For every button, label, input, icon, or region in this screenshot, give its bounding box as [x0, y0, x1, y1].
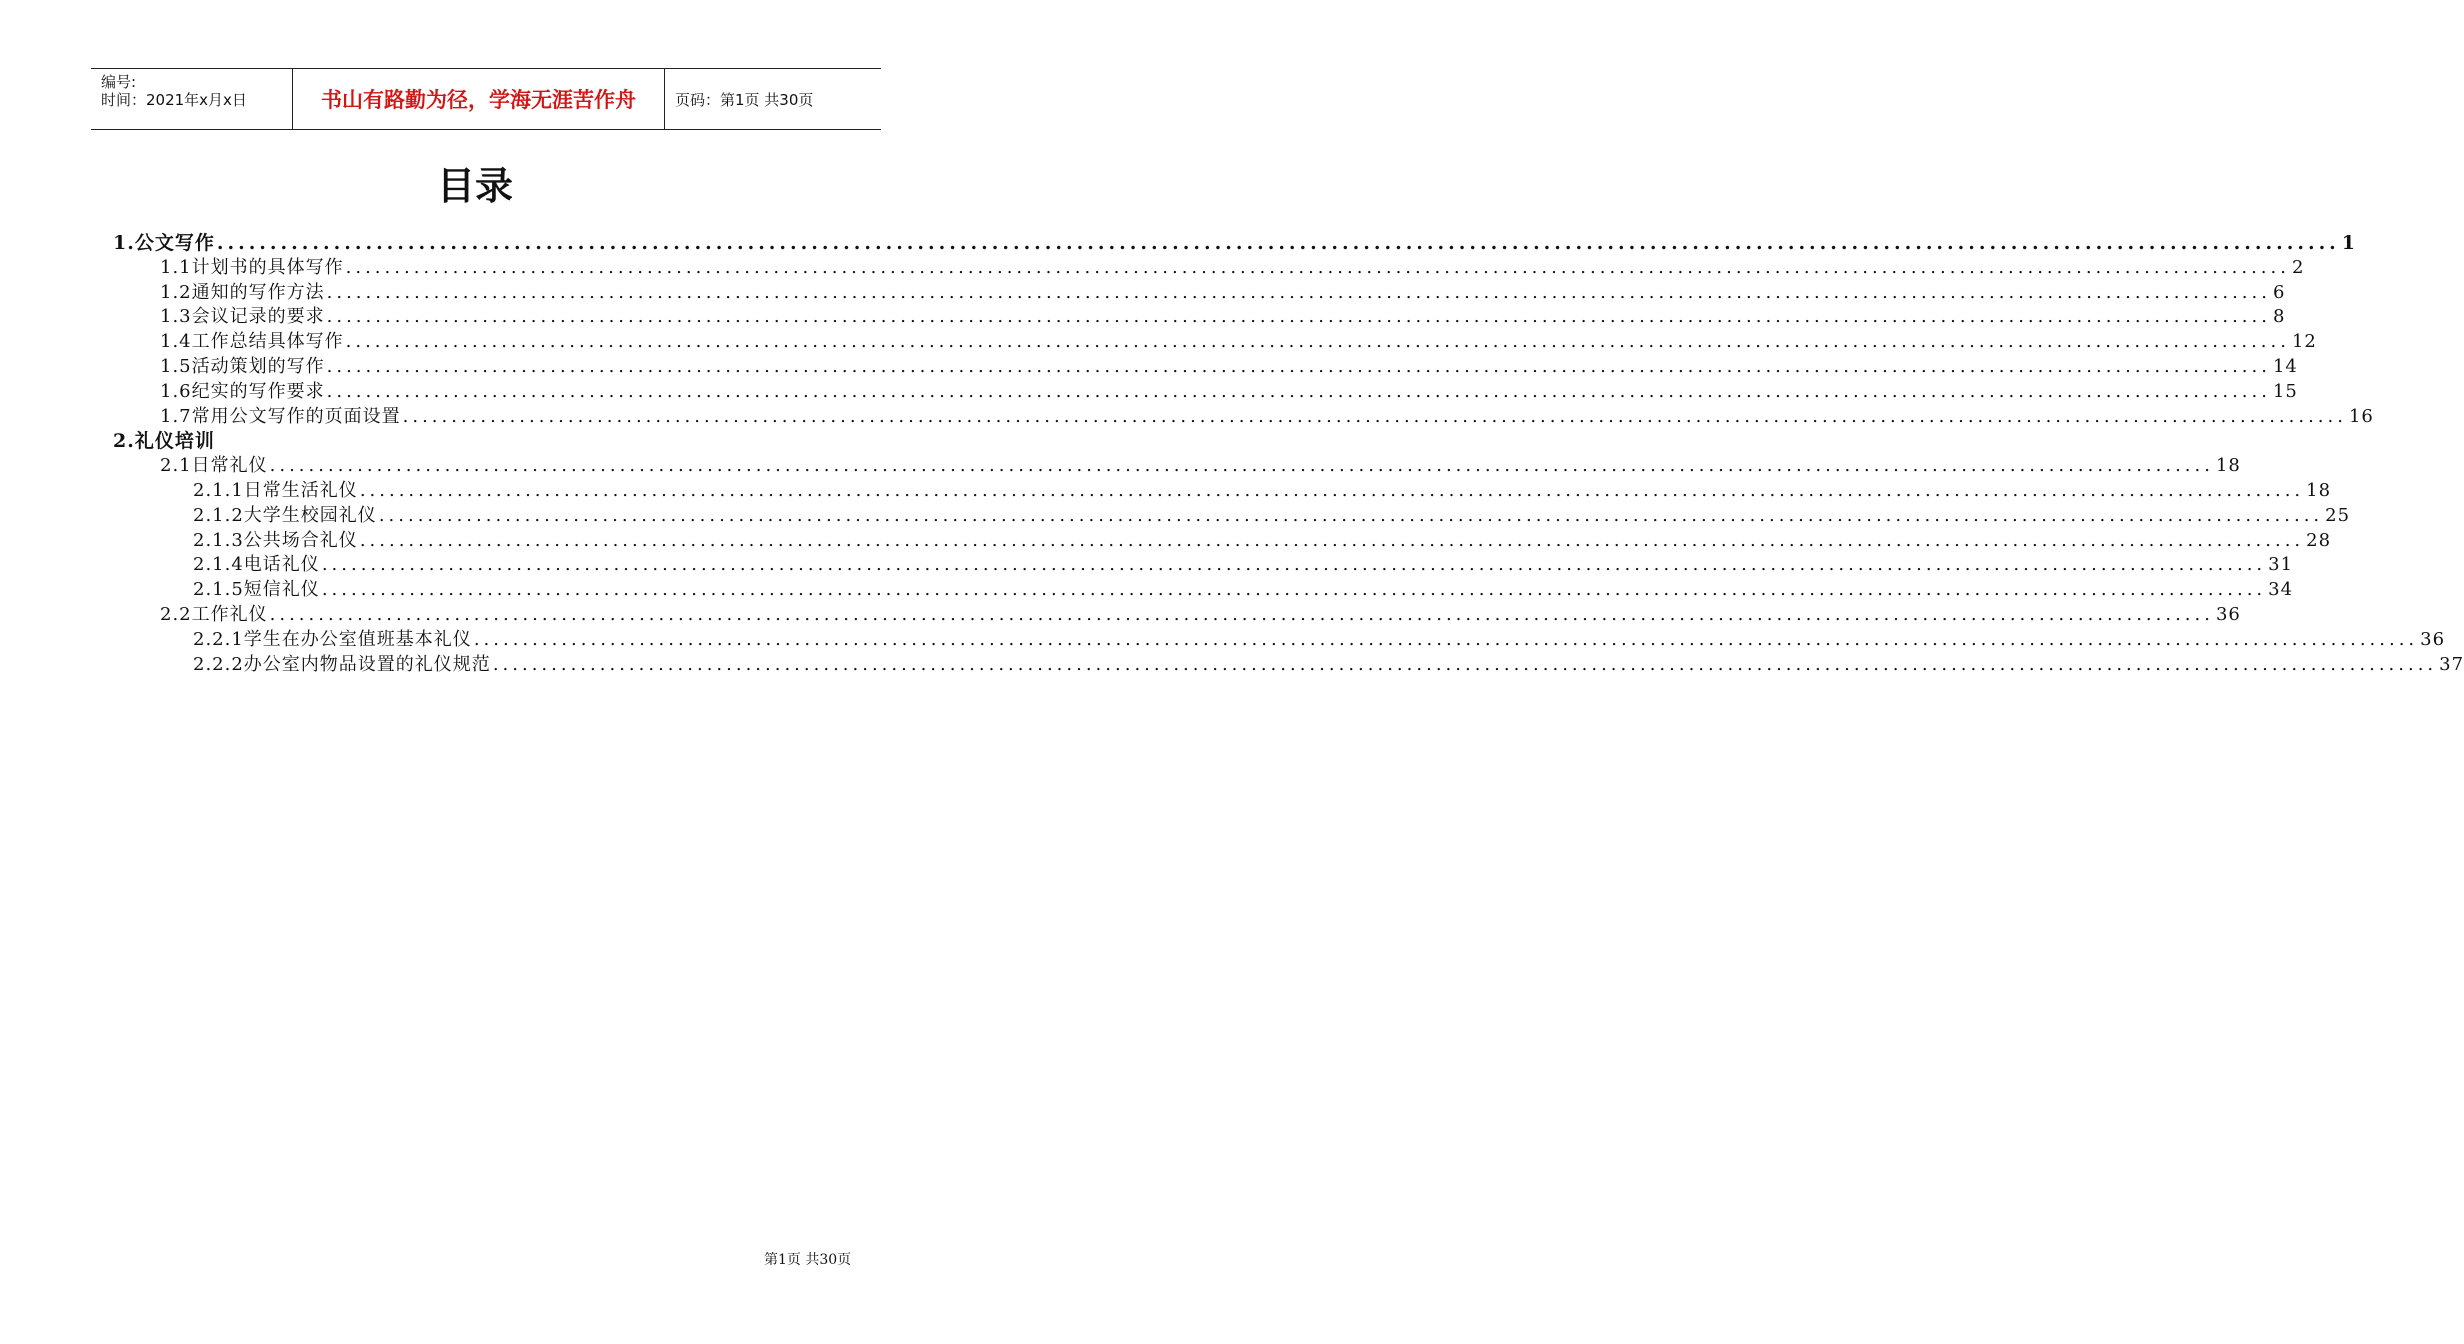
document-date-label: 时间：2021年x月x日	[101, 91, 247, 109]
toc-entry-page: 6	[2272, 281, 2286, 303]
toc-entry[interactable]	[160, 253, 2305, 278]
toc-entry[interactable]	[160, 402, 2374, 427]
toc-entry-label: 1.7常用公文写作的页面设置	[160, 405, 401, 427]
toc-entry-label: 1.公文写作	[113, 232, 215, 254]
toc-dot-leader: ........................................................................................................................................................................................................	[359, 480, 2305, 501]
toc-entry-label: 1.4工作总结具体写作	[160, 331, 344, 353]
toc-entry-page: 18	[2215, 455, 2241, 477]
toc-entry-label: 2.2工作礼仪	[160, 604, 268, 625]
toc-entry-label: 2.1.1日常生活礼仪	[193, 480, 358, 501]
toc-entry-label: 2.1日常礼仪	[160, 455, 268, 477]
header-page-info: 页码：第1页 共30页	[675, 90, 814, 109]
toc-entry[interactable]	[193, 550, 2294, 576]
toc-dot-leader: ........................................................................................................................................................................................................	[402, 405, 2347, 427]
document-number-label: 编号:	[101, 73, 137, 91]
toc-entry-label: 2.2.2办公室内物品设置的礼仪规范	[193, 653, 491, 675]
toc-entry-label: 2.2.1学生在办公室值班基本礼仪	[193, 628, 472, 650]
toc-dot-leader: ........................................................................................................................................................................................................	[321, 554, 2267, 576]
toc-dot-leader: ........................................................................................................................................................................................................	[326, 281, 2271, 303]
toc-dot-leader: ........................................................................................................................................................................................................	[492, 653, 2438, 675]
toc-entry-page: 28	[2306, 529, 2332, 551]
toc-entry-page: 36	[2215, 604, 2241, 625]
toc-entry-page: 15	[2272, 380, 2298, 402]
toc-entry[interactable]	[160, 302, 2286, 328]
toc-entry[interactable]	[160, 278, 2286, 303]
toc-entry-label: 1.6纪实的写作要求	[160, 380, 325, 402]
toc-dot-leader: ........................................................................................................................................................................................................	[269, 604, 2214, 625]
toc-entry-page: 12	[2291, 331, 2317, 353]
toc-entry[interactable]	[113, 228, 2357, 254]
toc-dot-leader: ........................................................................................................................................................................................................	[216, 232, 2340, 254]
toc-entry-page: 34	[2268, 579, 2294, 601]
toc-dot-leader: ........................................................................................................................................................................................................	[326, 356, 2271, 377]
toc-entry-label: 1.1计划书的具体写作	[160, 256, 344, 278]
toc-entry-page: 1	[2341, 232, 2357, 254]
toc-entry[interactable]	[160, 327, 2317, 353]
toc-dot-leader: ........................................................................................................................................................................................................	[326, 380, 2271, 402]
toc-entry-label: 1.5活动策划的写作	[160, 356, 325, 377]
toc-dot-leader: ........................................................................................................................................................................................................	[269, 455, 2214, 477]
toc-entry[interactable]	[113, 426, 858, 451]
page-title: 目录	[436, 164, 513, 208]
toc-entry[interactable]	[160, 451, 2241, 477]
toc-entry-label: 2.1.4电话礼仪	[193, 554, 320, 576]
toc-entry-label: 1.3会议记录的要求	[160, 306, 325, 328]
toc-dot-leader: ........................................................................................................................................................................................................	[378, 504, 2324, 526]
footer-page-info: 第1页 共30页	[764, 1252, 852, 1268]
toc-entry[interactable]	[193, 625, 2446, 650]
header-motto: 书山有路勤为径，学海无涯苦作舟	[321, 88, 636, 112]
toc-entry-label: 1.2通知的写作方法	[160, 281, 325, 303]
toc-entry[interactable]	[193, 501, 2351, 526]
toc-entry-page: 16	[2348, 405, 2374, 427]
toc-entry-page: 14	[2272, 356, 2298, 377]
toc-entry[interactable]	[193, 476, 2332, 501]
toc-entry-page: 25	[2325, 504, 2351, 526]
header-page-cell	[665, 69, 881, 129]
toc-entry-label: 2.1.3公共场合礼仪	[193, 529, 358, 551]
header-motto-cell	[293, 69, 665, 129]
toc-entry-page: 31	[2268, 554, 2294, 576]
toc-dot-leader: ........................................................................................................................................................................................................	[321, 579, 2267, 601]
header-meta-cell	[91, 69, 293, 129]
toc-entry-page: 8	[2272, 306, 2286, 328]
toc-entry-label: 2.礼仪培训	[113, 430, 215, 453]
toc-dot-leader: ........................................................................................................................................................................................................	[345, 256, 2290, 278]
toc-entry[interactable]	[193, 650, 2464, 675]
toc-entry-page: 2	[2291, 256, 2305, 278]
toc-entry[interactable]	[160, 600, 2241, 625]
toc-entry-page: 36	[2420, 628, 2446, 650]
toc-entry-page: 37	[2439, 653, 2464, 675]
toc-dot-leader: ........................................................................................................................................................................................................	[345, 331, 2290, 353]
toc-entry[interactable]	[193, 526, 2332, 551]
toc-entry[interactable]	[160, 352, 2298, 377]
toc-entry[interactable]	[160, 377, 2298, 402]
toc-entry[interactable]	[193, 575, 2294, 601]
toc-dot-leader: ........................................................................................................................................................................................................	[359, 529, 2305, 551]
toc-dot-leader: ........................................................................................................................................................................................................	[326, 306, 2271, 328]
toc-dot-leader: ........................................................................................................................................................................................................	[473, 628, 2419, 650]
page-header	[91, 68, 881, 130]
toc-entry-label: 2.1.5短信礼仪	[193, 579, 320, 601]
toc-entry-label: 2.1.2大学生校园礼仪	[193, 504, 377, 526]
toc-entry-page: 18	[2306, 480, 2332, 501]
